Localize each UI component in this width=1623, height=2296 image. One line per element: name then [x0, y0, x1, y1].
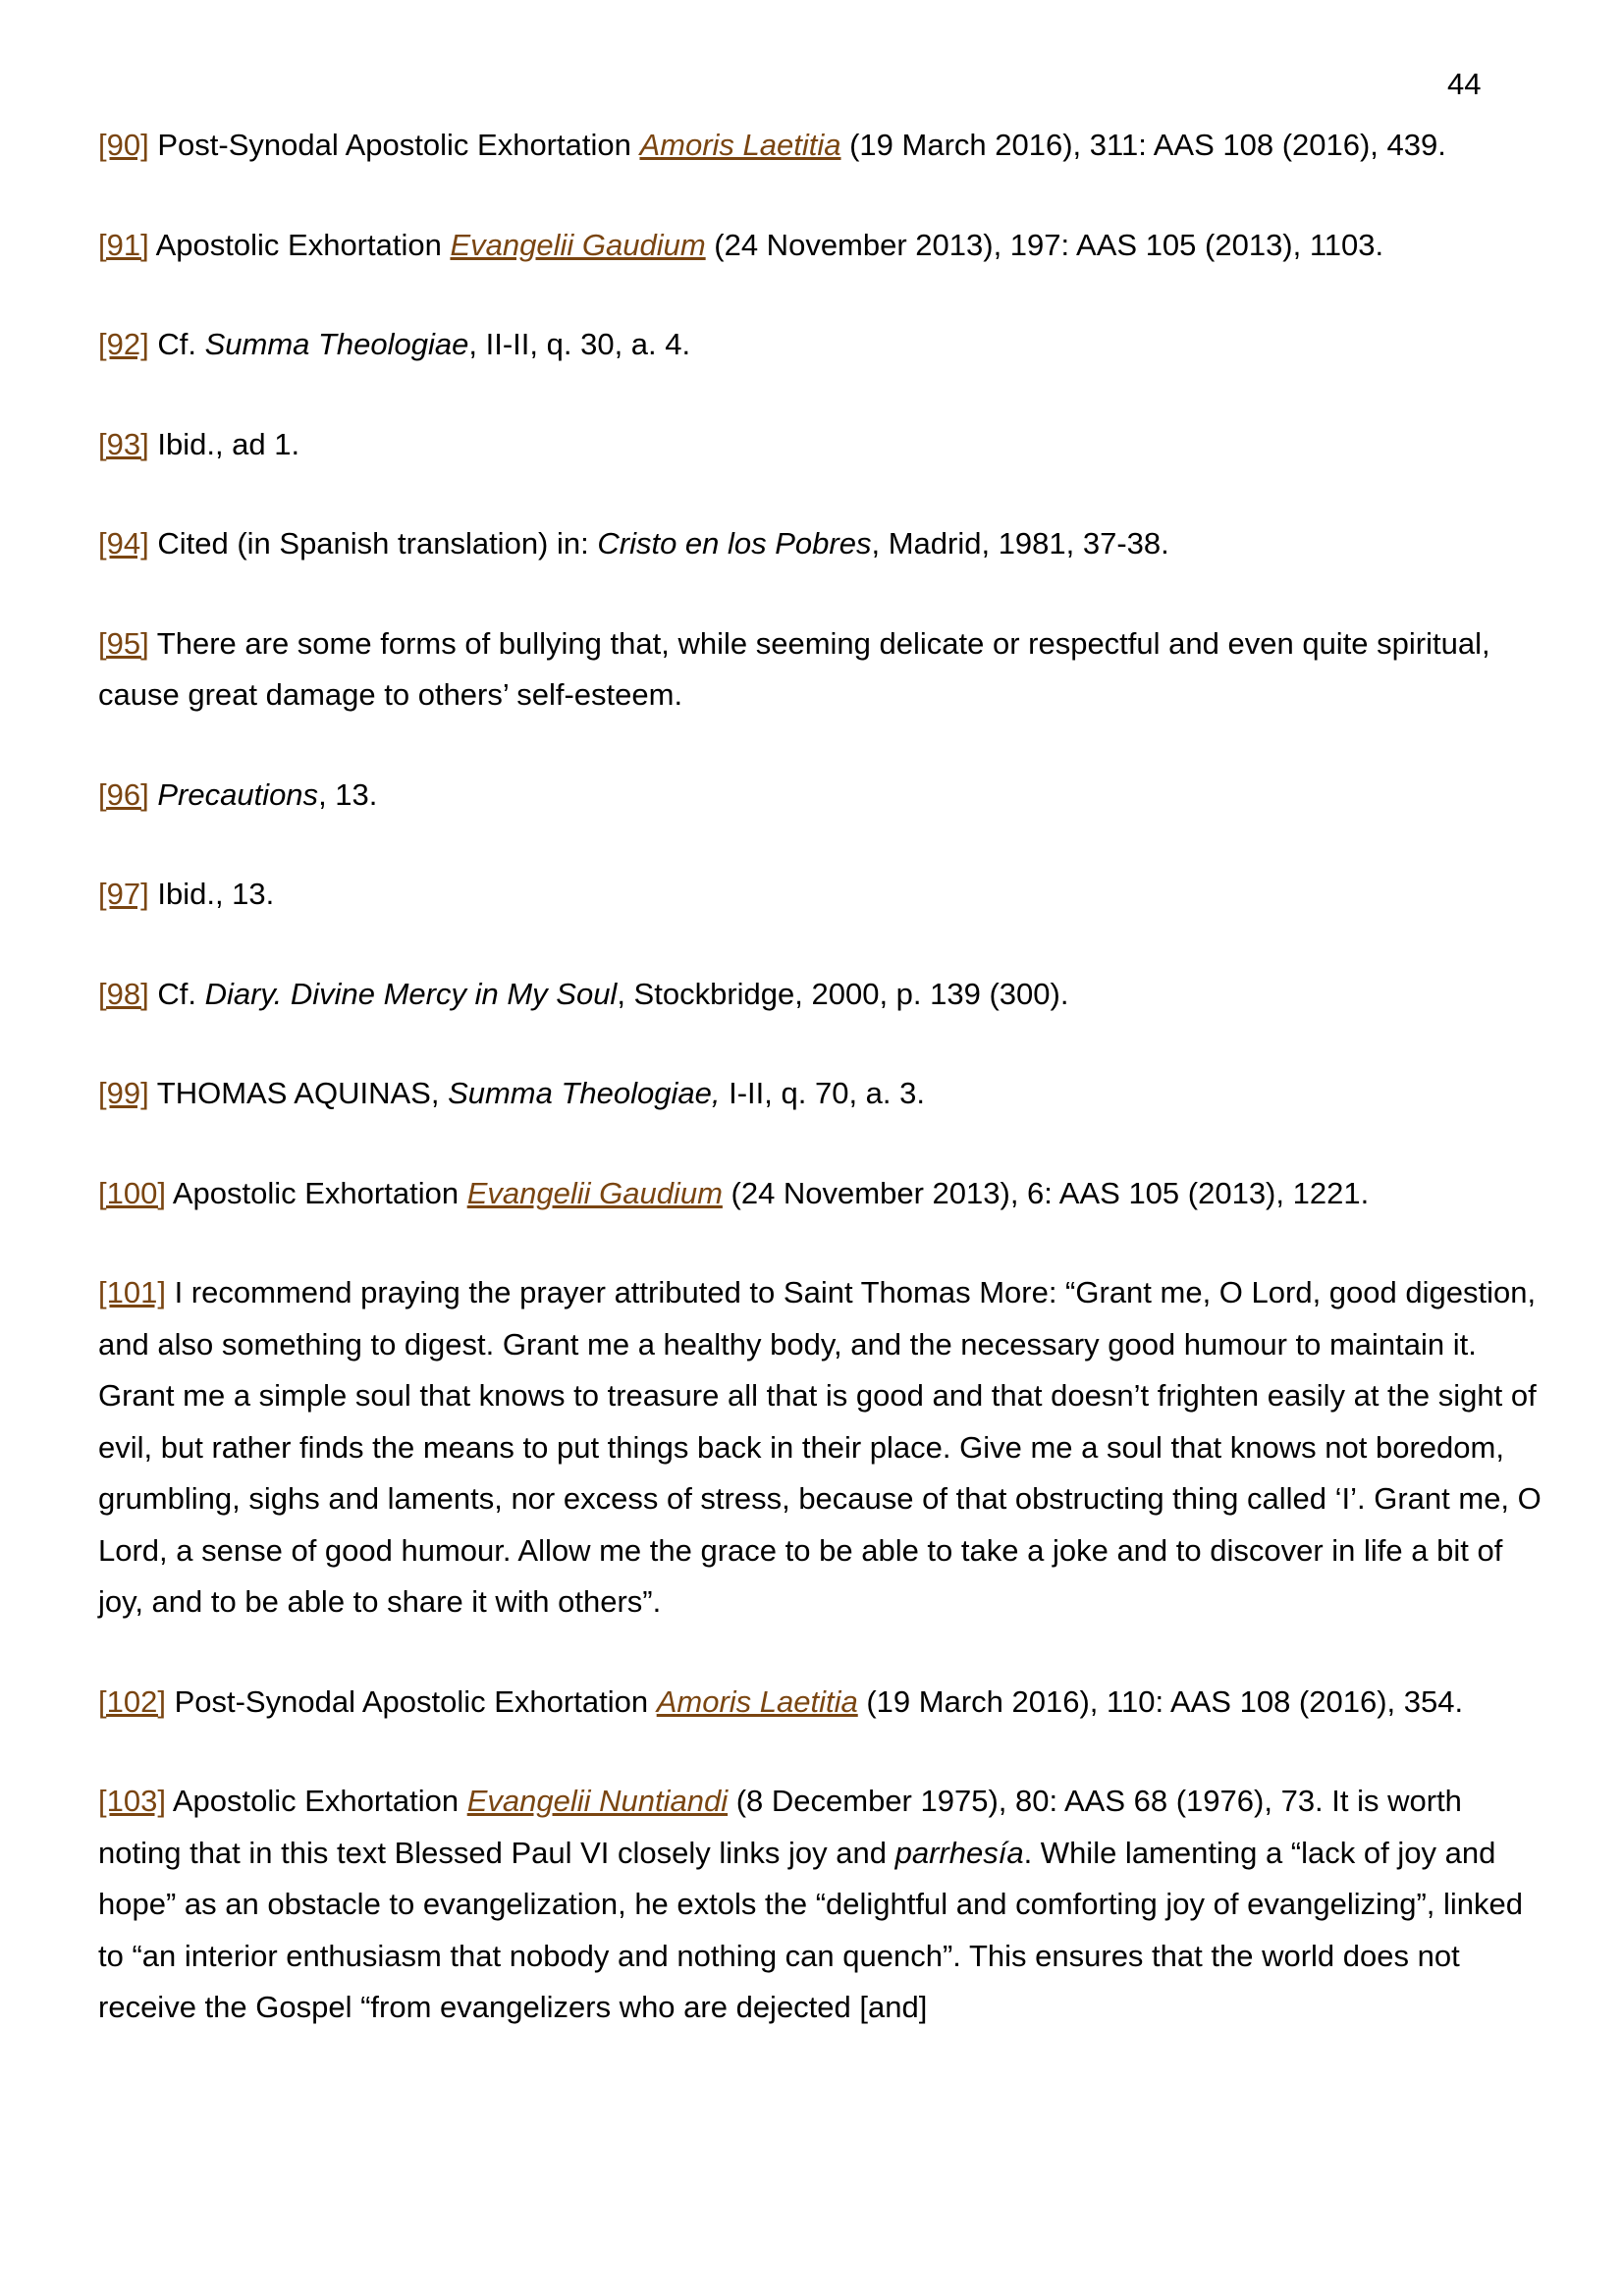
italic-title: Summa Theologiae: [204, 327, 469, 361]
endnote-text: , Stockbridge, 2000, p. 139 (300).: [617, 976, 1069, 1011]
endnote-text: (19 March 2016), 110: AAS 108 (2016), 354.: [857, 1683, 1464, 1719]
endnote-reference-link[interactable]: [99]: [98, 1076, 149, 1110]
italic-title: Summa Theologiae,: [448, 1076, 721, 1110]
endnote: [98, 770, 1542, 822]
endnote-text: Apostolic Exhortation: [172, 1784, 467, 1818]
endnote-reference-link[interactable]: [93]: [98, 426, 149, 461]
page-number: 44: [1447, 67, 1482, 101]
endnote-reference-link[interactable]: [103]: [98, 1784, 166, 1818]
endnote-text: , Madrid, 1981, 37-38.: [871, 526, 1169, 561]
endnote-text: Ibid., ad 1.: [157, 426, 300, 461]
endnote-text: (24 November 2013), 197: AAS 105 (2013), 1103.: [705, 227, 1384, 262]
italic-title: Diary. Divine Mercy in My Soul: [204, 976, 618, 1011]
endnote-reference-link[interactable]: [101]: [98, 1275, 166, 1309]
endnote-text: , II-II, q. 30, a. 4.: [468, 327, 691, 361]
document-title-link[interactable]: Evangelii Nuntiandi: [466, 1784, 729, 1818]
endnote-reference-link[interactable]: [98]: [98, 976, 149, 1011]
endnote-text: Ibid., 13.: [157, 877, 275, 911]
endnote: [98, 1068, 1542, 1120]
endnote: [98, 1776, 1542, 2034]
italic-title: Cristo en los Pobres: [597, 526, 872, 561]
endnote: [98, 319, 1542, 371]
endnote-text: (8 December 1975), 80: AAS 68 (1976), 73. It is worth noting that in this text Blessed Paul VI closely links joy and: [98, 1784, 1462, 1870]
endnote-reference-link[interactable]: [94]: [98, 526, 149, 561]
endnote-reference-link[interactable]: [97]: [98, 877, 149, 911]
document-title-link[interactable]: Amoris Laetitia: [639, 128, 841, 162]
endnote-text: Cited (in Spanish translation) in:: [157, 526, 598, 561]
endnote: [98, 1168, 1542, 1220]
endnote-text: (19 March 2016), 311: AAS 108 (2016), 439.: [840, 128, 1446, 162]
endnote-reference-link[interactable]: [92]: [98, 327, 149, 361]
endnote-text: (24 November 2013), 6: AAS 105 (2013), 1221.: [722, 1175, 1370, 1210]
endnote: [98, 419, 1542, 471]
endnote-reference-link[interactable]: [96]: [98, 776, 149, 812]
endnote-reference-link[interactable]: [100]: [98, 1175, 166, 1210]
endnote: [98, 969, 1542, 1021]
endnote-text: THOMAS AQUINAS,: [156, 1076, 449, 1110]
endnote-text: There are some forms of bullying that, while seeming delicate or respectful and even quite spiritual, cause great damage to others’ self-esteem.: [98, 625, 1490, 712]
document-title-link[interactable]: Evangelii Gaudium: [450, 227, 706, 262]
endnote-reference-link[interactable]: [91]: [98, 227, 149, 262]
italic-title: parrhesía: [894, 1835, 1024, 1870]
endnote-text: Post-Synodal Apostolic Exhortation: [157, 128, 640, 162]
endnote-text: Apostolic Exhortation: [155, 227, 451, 262]
endnote: [98, 518, 1542, 570]
endnote-text: Cf.: [157, 327, 205, 361]
endnote-reference-link[interactable]: [95]: [98, 625, 149, 661]
endnote-text: . While lamenting a “lack of joy and hope” as an obstacle to evangelization, he extols the “delightful and comforting joy of evangelizing”, linked to “an interior enthusiasm that nobody and nothing can quench”. This ensures that the world does not receive the Gospel “from evangelizers who are dejected [and]: [98, 1835, 1524, 2024]
endnote-text: , 13.: [318, 776, 378, 812]
endnote: [98, 120, 1542, 172]
endnote-text: Apostolic Exhortation: [172, 1175, 467, 1210]
document-title-link[interactable]: Amoris Laetitia: [656, 1683, 858, 1719]
endnote: [98, 869, 1542, 921]
endnote-text: Cf.: [157, 976, 205, 1011]
endnote-text: Post-Synodal Apostolic Exhortation: [174, 1683, 657, 1719]
endnote: [98, 220, 1542, 272]
endnote: [98, 1677, 1542, 1729]
endnote-reference-link[interactable]: [102]: [98, 1683, 166, 1719]
endnotes-list: [98, 120, 1542, 2082]
endnote-reference-link[interactable]: [90]: [98, 128, 149, 162]
endnote-text: I recommend praying the prayer attributed to Saint Thomas More: “Grant me, O Lord, good digestion, and also something to digest. Grant me a healthy body, and the necessary good humour to maintain it. Grant me a simple soul that knows to treasure all that is good and that doesn’t frighten easily at the sight of evil, but rather finds the means to put things back in their place. Give me a soul that knows not boredom, grumbling, sighs and laments, nor excess of stress, because of that obstructing thing called ‘I’. Grant me, O Lord, a sense of good humour. Allow me the grace to be able to take a joke and to discover in life a bit of joy, and to be able to share it with others”.: [98, 1275, 1542, 1619]
endnote-text: I-II, q. 70, a. 3.: [720, 1076, 925, 1110]
italic-title: Precautions: [157, 776, 319, 812]
endnote: [98, 1267, 1542, 1629]
endnote: [98, 618, 1542, 721]
document-title-link[interactable]: Evangelii Gaudium: [466, 1175, 723, 1210]
